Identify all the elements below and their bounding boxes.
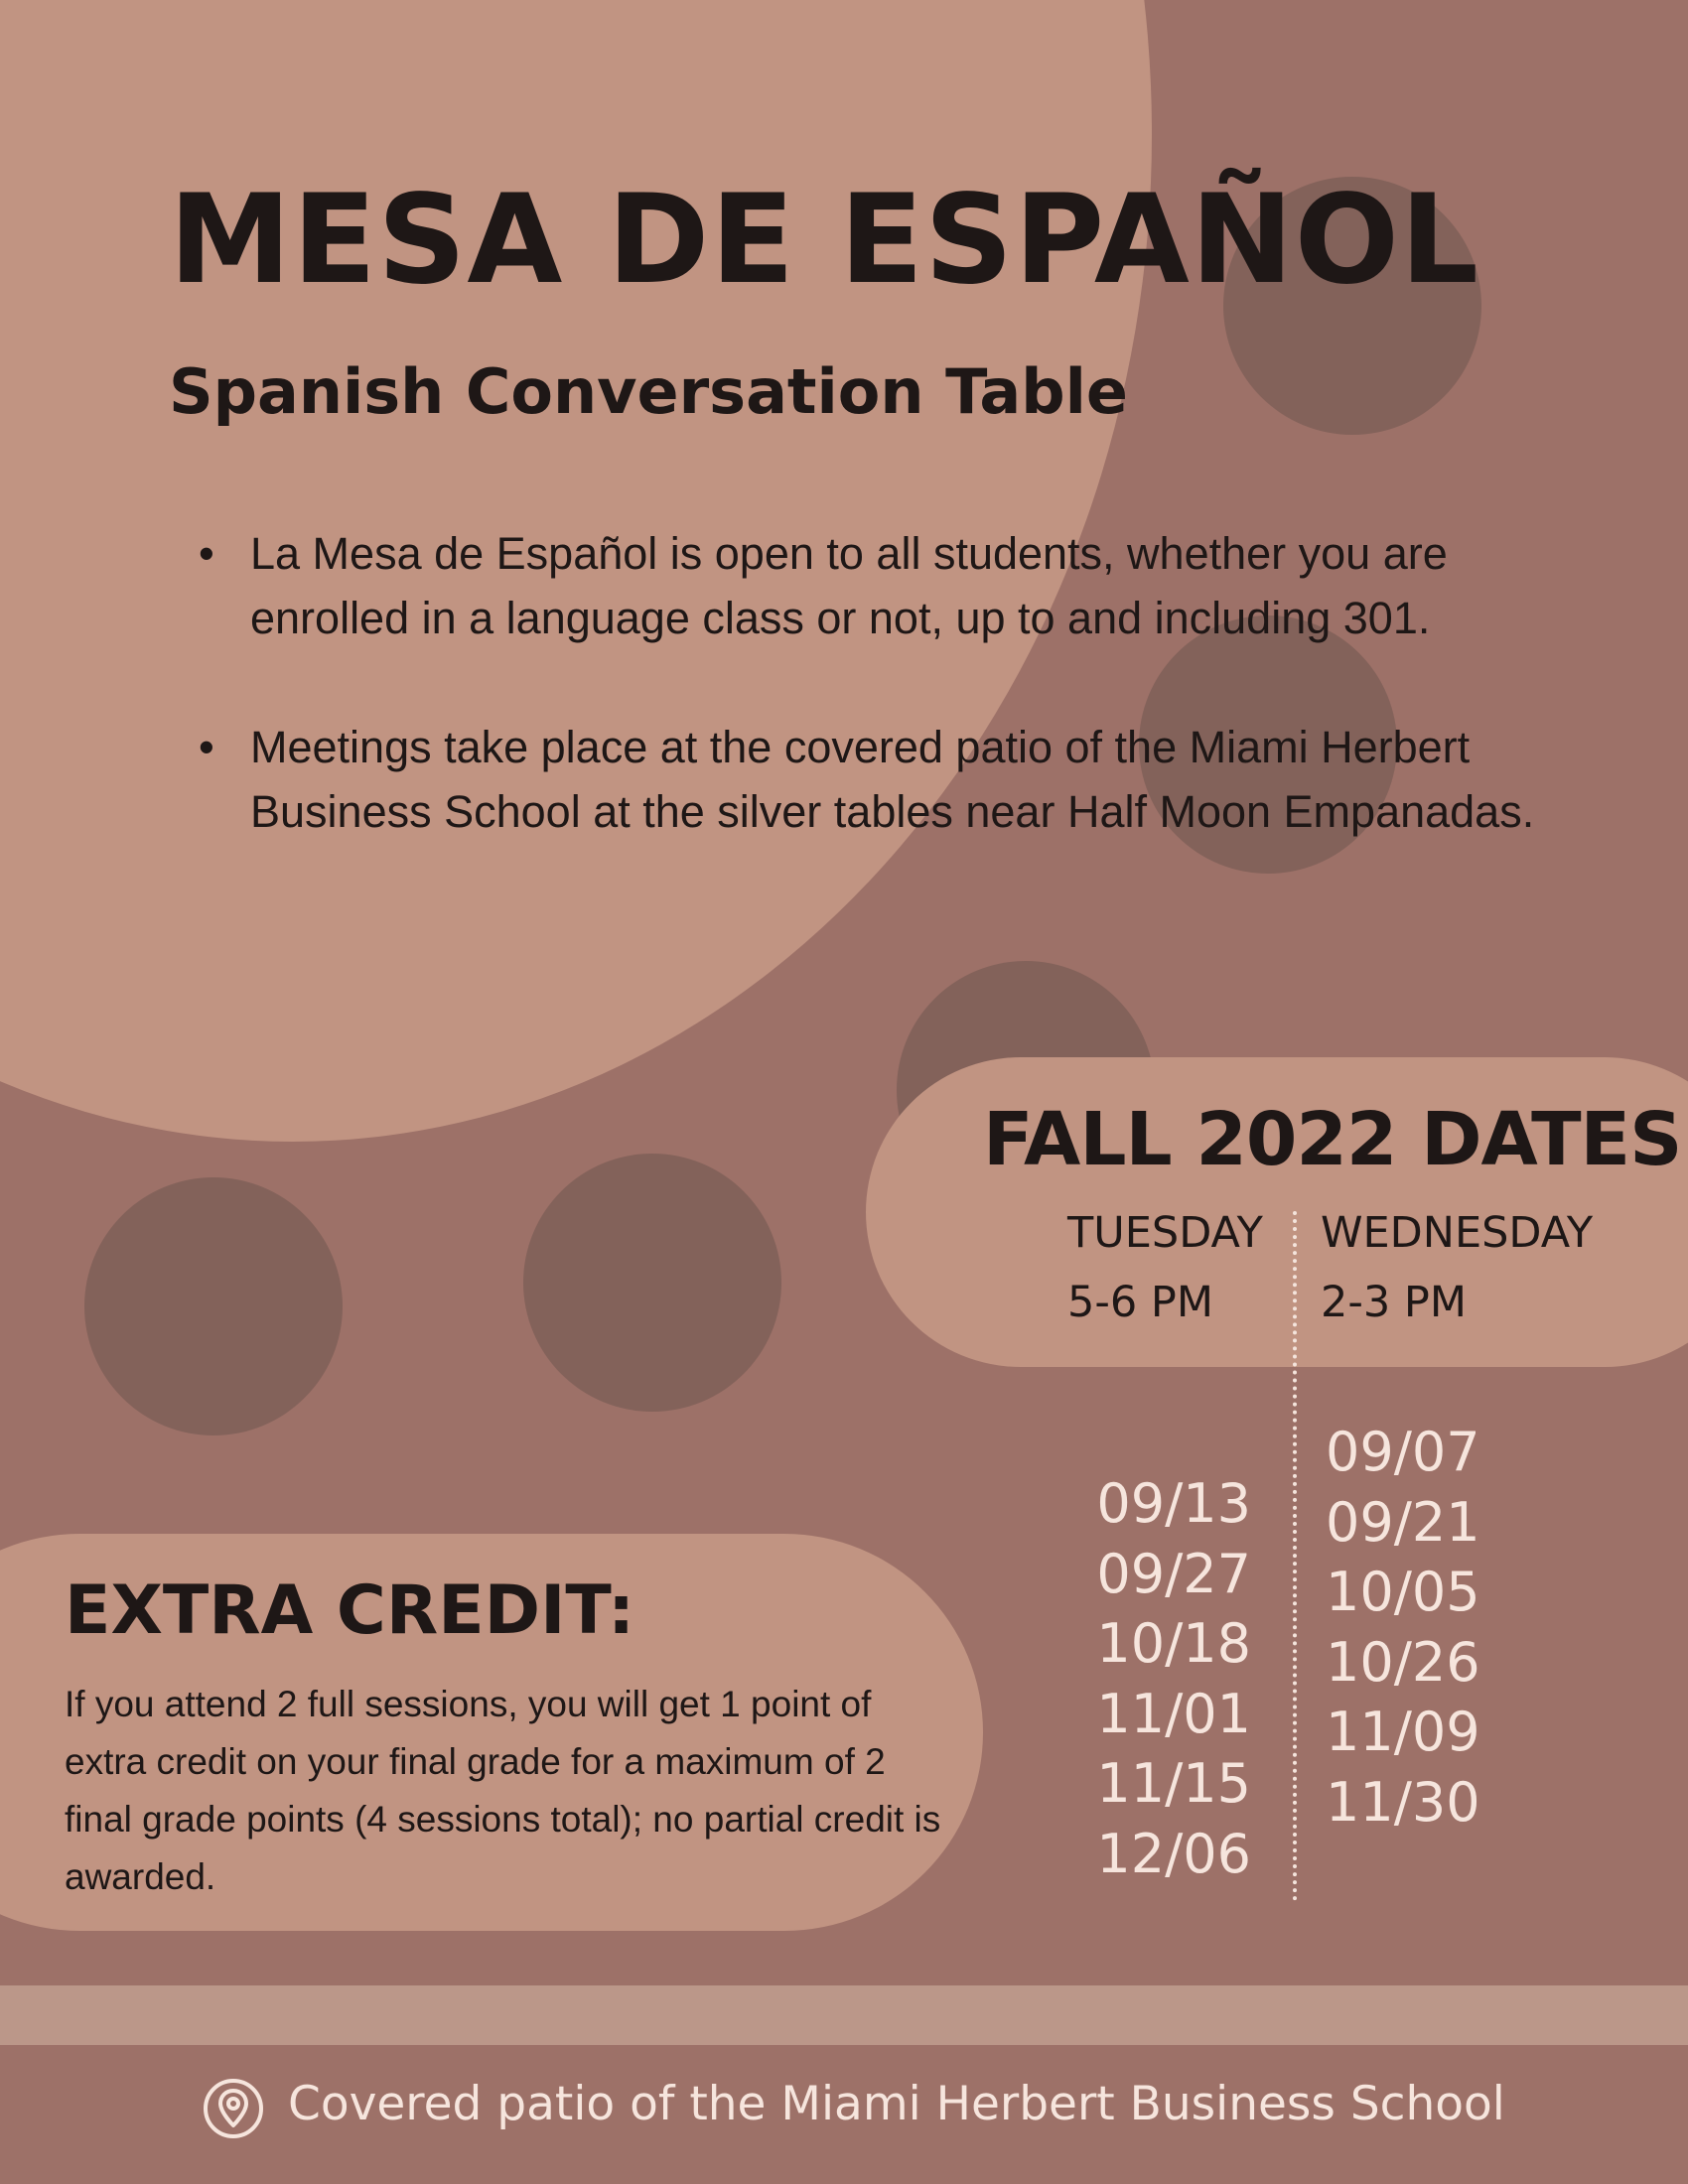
footer-location-text: Covered patio of the Miami Herbert Business School [288, 2077, 1505, 2131]
info-list [199, 521, 1569, 908]
info-item-text: La Mesa de Español is open to all students, whether you are enrolled in a language class or not, up to and including 301. [250, 528, 1448, 643]
info-item [199, 521, 1569, 650]
date-item: 09/27 [1096, 1542, 1251, 1605]
extra-credit-title: EXTRA CREDIT: [65, 1571, 635, 1650]
wednesday-header [1321, 1198, 1593, 1337]
date-item: 11/01 [1096, 1682, 1251, 1745]
tuesday-header [1067, 1198, 1263, 1337]
wednesday-time: 2-3 PM [1321, 1278, 1467, 1327]
decorative-dot [84, 1177, 343, 1435]
column-divider [1293, 1211, 1297, 1901]
tuesday-time: 5-6 PM [1067, 1278, 1213, 1327]
wednesday-dates [1326, 1418, 1480, 1838]
bullet-icon: • [199, 722, 214, 772]
info-item [199, 715, 1569, 844]
decorative-dot [523, 1154, 781, 1412]
date-item: 10/18 [1096, 1612, 1251, 1675]
date-item: 09/13 [1096, 1472, 1251, 1535]
date-item: 09/07 [1326, 1421, 1480, 1483]
date-item: 10/05 [1326, 1561, 1480, 1623]
page-subtitle: Spanish Conversation Table [169, 355, 1128, 428]
extra-credit-text: If you attend 2 full sessions, you will get 1 point of extra credit on your final grade for a maximum of 2 final grade points (4 sessions total); no partial credit is awarded. [65, 1684, 941, 1897]
date-item: 11/15 [1096, 1752, 1251, 1815]
page-title: MESA DE ESPAÑOL [169, 169, 1480, 312]
tuesday-dates [1096, 1469, 1251, 1889]
dates-title: FALL 2022 DATES [983, 1097, 1682, 1182]
date-item: 12/06 [1096, 1822, 1251, 1885]
footer-band [0, 1985, 1688, 2045]
wednesday-label: WEDNESDAY [1321, 1208, 1594, 1258]
bullet-icon: • [199, 528, 214, 579]
tuesday-label: TUESDAY [1067, 1208, 1263, 1258]
date-item: 11/09 [1326, 1701, 1480, 1763]
date-item: 10/26 [1326, 1630, 1480, 1694]
date-item: 09/21 [1326, 1490, 1480, 1554]
location-pin-icon [202, 2077, 265, 2140]
date-item: 11/30 [1326, 1770, 1480, 1834]
info-item-text: Meetings take place at the covered patio of the Miami Herbert Business School at the silver tables near Half Moon Empanadas. [250, 722, 1535, 837]
